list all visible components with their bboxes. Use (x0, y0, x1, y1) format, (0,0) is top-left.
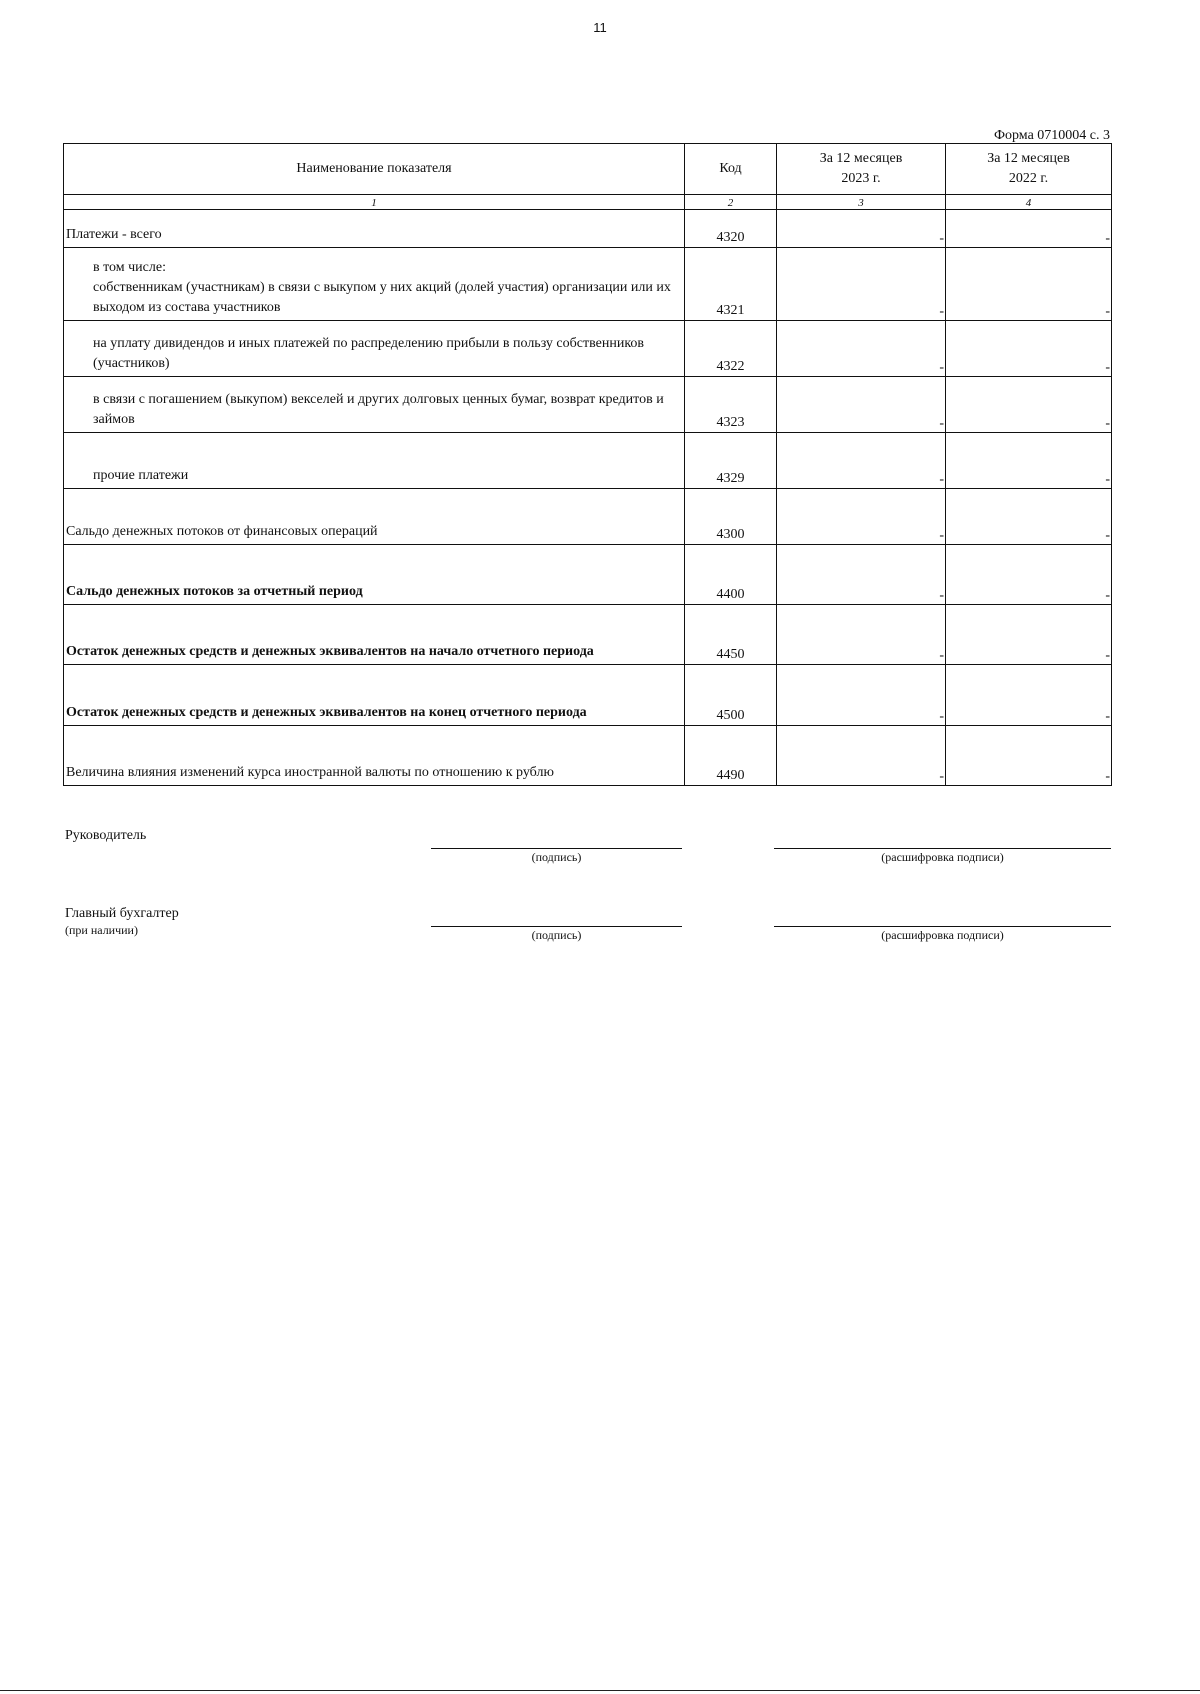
row-code: 4500 (685, 665, 777, 726)
row-name: в том числе: собственникам (участникам) в связи с выкупом у них акций (долей участия) организации или их выходом из состава участников (64, 248, 685, 321)
table-row (64, 545, 1112, 605)
header-period-previous-text: За 12 месяцев 2022 г. (987, 151, 1070, 186)
row-code: 4329 (685, 433, 777, 489)
column-number-1: 1 (64, 195, 685, 210)
cash-flow-table (63, 143, 1112, 786)
row-name: Сальдо денежных потоков за отчетный период (64, 545, 685, 605)
table-row (64, 248, 1112, 321)
chief-accountant-subtitle: (при наличии) (65, 923, 138, 937)
row-code: 4320 (685, 210, 777, 248)
row-value-previous: - (946, 433, 1112, 489)
row-code: 4490 (685, 726, 777, 786)
row-value-previous: - (946, 605, 1112, 665)
table-row (64, 726, 1112, 786)
header-code: Код (685, 144, 777, 195)
table-row (64, 210, 1112, 248)
table-row (64, 605, 1112, 665)
row-value-previous: - (946, 545, 1112, 605)
row-code: 4321 (685, 248, 777, 321)
row-name: Платежи - всего (64, 210, 685, 248)
column-number-2: 2 (685, 195, 777, 210)
table-row (64, 321, 1112, 377)
form-label: Форма 0710004 с. 3 (993, 128, 1110, 143)
page-number: 11 (593, 20, 607, 35)
row-value-previous: - (946, 665, 1112, 726)
row-value-previous: - (946, 321, 1112, 377)
chief-accountant-decoding-line (774, 926, 1111, 927)
chief-accountant-title: Главный бухгалтер (65, 906, 179, 921)
row-value-current: - (777, 665, 946, 726)
row-name: Сальдо денежных потоков от финансовых операций (64, 489, 685, 545)
row-value-current: - (777, 545, 946, 605)
chief-accountant-decoding-caption: (расшифровка подписи) (881, 928, 1004, 942)
chief-accountant-signature-line (431, 926, 682, 927)
row-value-previous: - (946, 726, 1112, 786)
row-value-previous: - (946, 377, 1112, 433)
table-row (64, 489, 1112, 545)
director-title: Руководитель (65, 828, 147, 843)
table-row (64, 665, 1112, 726)
row-code: 4322 (685, 321, 777, 377)
table-row (64, 377, 1112, 433)
row-code: 4300 (685, 489, 777, 545)
row-code: 4450 (685, 605, 777, 665)
row-value-current: - (777, 489, 946, 545)
row-name: на уплату дивидендов и иных платежей по распределению прибыли в пользу собственников (участников) (64, 321, 685, 377)
director-decoding-line (774, 848, 1111, 849)
row-code: 4400 (685, 545, 777, 605)
row-value-current: - (777, 321, 946, 377)
row-value-current: - (777, 377, 946, 433)
header-period-current (777, 144, 946, 195)
director-signature-caption: (подпись) (531, 850, 582, 864)
director-signature-line (431, 848, 682, 849)
row-value-previous: - (946, 210, 1112, 248)
header-period-current-text: За 12 месяцев 2023 г. (819, 151, 903, 186)
column-number-row (64, 195, 1112, 210)
row-value-current: - (777, 726, 946, 786)
row-value-current: - (777, 248, 946, 321)
column-number-3: 3 (777, 195, 946, 210)
row-value-previous: - (946, 248, 1112, 321)
header-name: Наименование показателя (64, 144, 685, 195)
row-value-current: - (777, 605, 946, 665)
header-row (64, 144, 1112, 195)
row-value-current: - (777, 433, 946, 489)
row-name: Остаток денежных средств и денежных эквивалентов на конец отчетного периода (64, 665, 685, 726)
bottom-rule (0, 1690, 1200, 1691)
row-name: прочие платежи (64, 433, 685, 489)
row-value-current: - (777, 210, 946, 248)
row-value-previous: - (946, 489, 1112, 545)
row-name: Остаток денежных средств и денежных эквивалентов на начало отчетного периода (64, 605, 685, 665)
chief-accountant-signature-caption: (подпись) (531, 928, 582, 942)
row-name: в связи с погашением (выкупом) векселей и других долговых ценных бумаг, возврат кредитов и займов (64, 377, 685, 433)
row-code: 4323 (685, 377, 777, 433)
row-name: Величина влияния изменений курса иностранной валюты по отношению к рублю (64, 726, 685, 786)
table-row (64, 433, 1112, 489)
column-number-4: 4 (946, 195, 1112, 210)
director-decoding-caption: (расшифровка подписи) (881, 850, 1004, 864)
header-period-previous (946, 144, 1112, 195)
